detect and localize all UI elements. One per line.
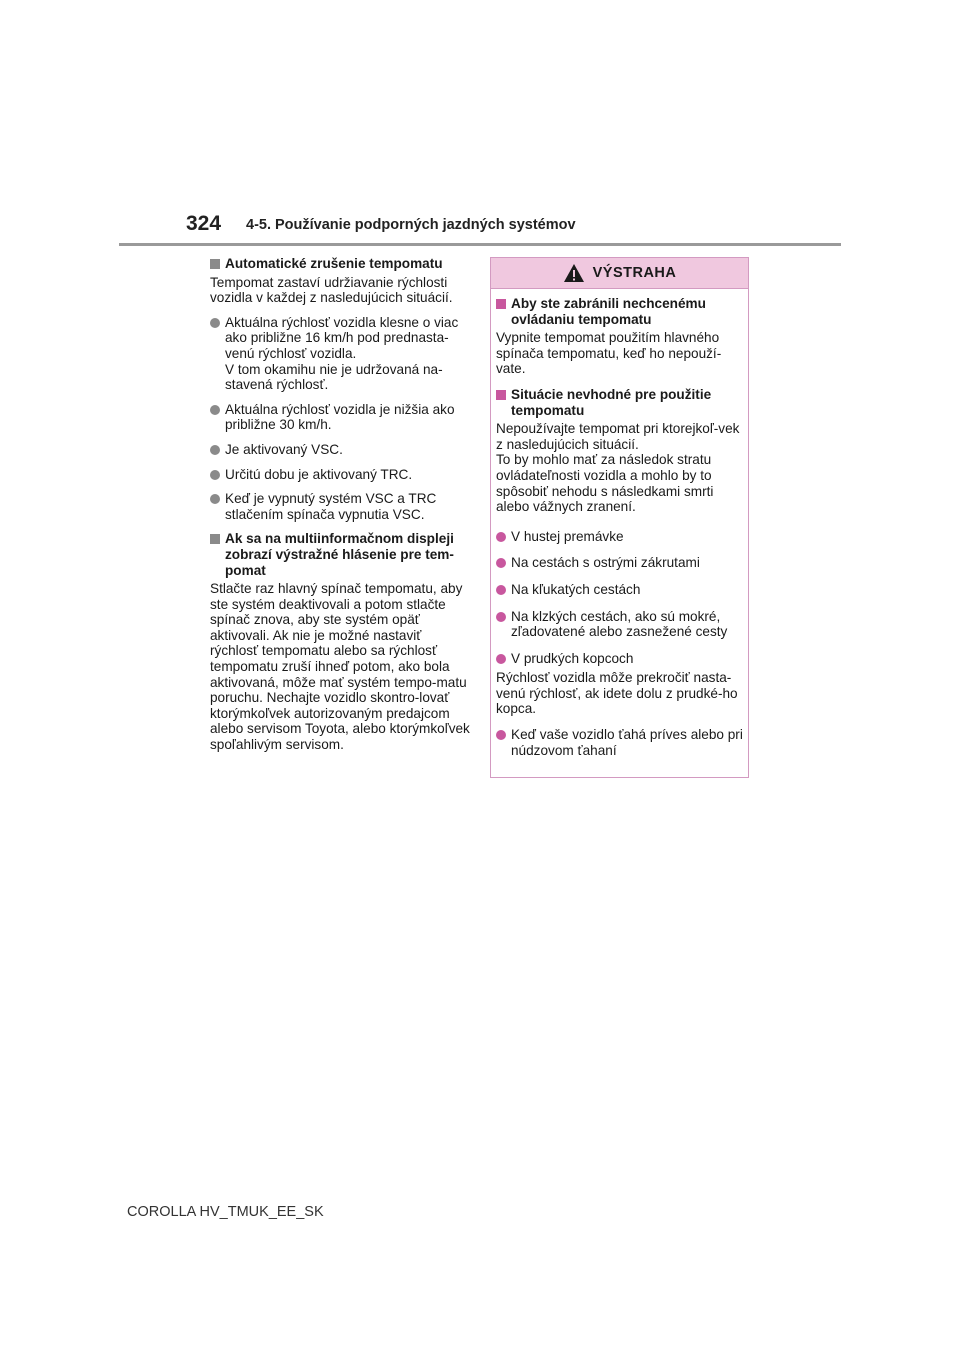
circle-bullet-icon	[496, 612, 506, 622]
square-bullet-icon	[496, 299, 506, 309]
list-item: Aktuálna rýchlosť vozidla je nižšia ako približne 30 km/h.	[210, 402, 472, 433]
list-item: Určitú dobu je aktivovaný TRC.	[210, 467, 472, 483]
circle-bullet-icon	[496, 585, 506, 595]
footer-doc-id: COROLLA HV_TMUK_EE_SK	[127, 1204, 324, 1220]
circle-bullet-icon	[496, 558, 506, 568]
main-content	[210, 256, 472, 762]
warning-triangle-icon	[563, 263, 585, 283]
header-divider	[119, 243, 841, 246]
warning-heading-prevent: Aby ste zabránili nechcenému ovládaniu tempomatu	[496, 296, 743, 327]
list-item: Aktuálna rýchlosť vozidla klesne o viac ako približne 16 km/h pod prednasta-venú rýchlosť vozidla. V tom okamihu nie je udržovaná na-stavená rýchlosť.	[210, 315, 472, 393]
paragraph: Nepoužívajte tempomat pri ktorejkoľ-vek z nasledujúcich situácií. To by mohlo mať za následok stratu ovládateľnosti vozidla a mohlo by to spôsobiť nehodu s následkami smrti alebo vážnych zranení.	[496, 421, 740, 515]
list-item: Je aktivovaný VSC.	[210, 442, 472, 458]
circle-bullet-icon	[496, 654, 506, 664]
warning-header	[491, 258, 748, 289]
list-item: Keď vaše vozidlo ťahá príves alebo pri núdzovom ťahaní	[496, 727, 743, 758]
list-item: V prudkých kopcoch	[496, 651, 743, 667]
list-item: Keď je vypnutý systém VSC a TRC stlačením spínača vypnutia VSC.	[210, 491, 472, 522]
paragraph: Tempomat zastaví udržiavanie rýchlosti vozidla v každej z nasledujúcich situácií.	[210, 274, 453, 306]
list-item: V hustej premávke	[496, 529, 743, 545]
page-number: 324	[186, 212, 222, 235]
paragraph: Stlačte raz hlavný spínač tempomatu, aby ste systém deaktivovali a potom stlačte spínač znova, aby ste systém opäť aktivovali. Ak nie je možné nastaviť rýchlosť tempomatu alebo sa rýchlosť tempomatu zruší ihneď potom, ako bola aktivovaná, môže mať systém tempo-matu poruchu. Nechajte vozidlo skontro-lovať ktorýmkoľvek autorizovaným predajcom alebo servisom Toyota, alebo ktorýmkoľvek spoľahlivým servisom.	[210, 581, 470, 753]
circle-bullet-icon	[210, 470, 220, 480]
paragraph: Rýchlosť vozidla môže prekročiť nasta-venú rýchlosť, ak idete dolu z prudké-ho kopca.	[496, 670, 738, 717]
warning-heading-unsuitable: Situácie nevhodné pre použitie tempomatu	[496, 387, 743, 418]
warning-box	[490, 257, 749, 778]
list-item: Na kľukatých cestách	[496, 582, 743, 598]
circle-bullet-icon	[210, 405, 220, 415]
warning-body	[491, 289, 748, 758]
warning-title: VÝSTRAHA	[592, 265, 677, 281]
heading-display-warning: Ak sa na multiinformačnom displeji zobrazí výstražné hlásenie pre tem-pomat	[210, 531, 472, 578]
circle-bullet-icon	[496, 532, 506, 542]
circle-bullet-icon	[210, 494, 220, 504]
square-bullet-icon	[496, 390, 506, 400]
circle-bullet-icon	[210, 318, 220, 328]
square-bullet-icon	[210, 534, 220, 544]
section-title: 4-5. Používanie podporných jazdných systémov	[246, 217, 576, 233]
square-bullet-icon	[210, 259, 220, 269]
circle-bullet-icon	[210, 445, 220, 455]
list-item: Na klzkých cestách, ako sú mokré, zľadovatené alebo zasnežené cesty	[496, 609, 743, 640]
heading-auto-cancel: Automatické zrušenie tempomatu	[210, 256, 472, 272]
paragraph: Vypnite tempomat použitím hlavného spínača tempomatu, keď ho nepouží-vate.	[496, 330, 722, 377]
circle-bullet-icon	[496, 730, 506, 740]
list-item: Na cestách s ostrými zákrutami	[496, 555, 743, 571]
